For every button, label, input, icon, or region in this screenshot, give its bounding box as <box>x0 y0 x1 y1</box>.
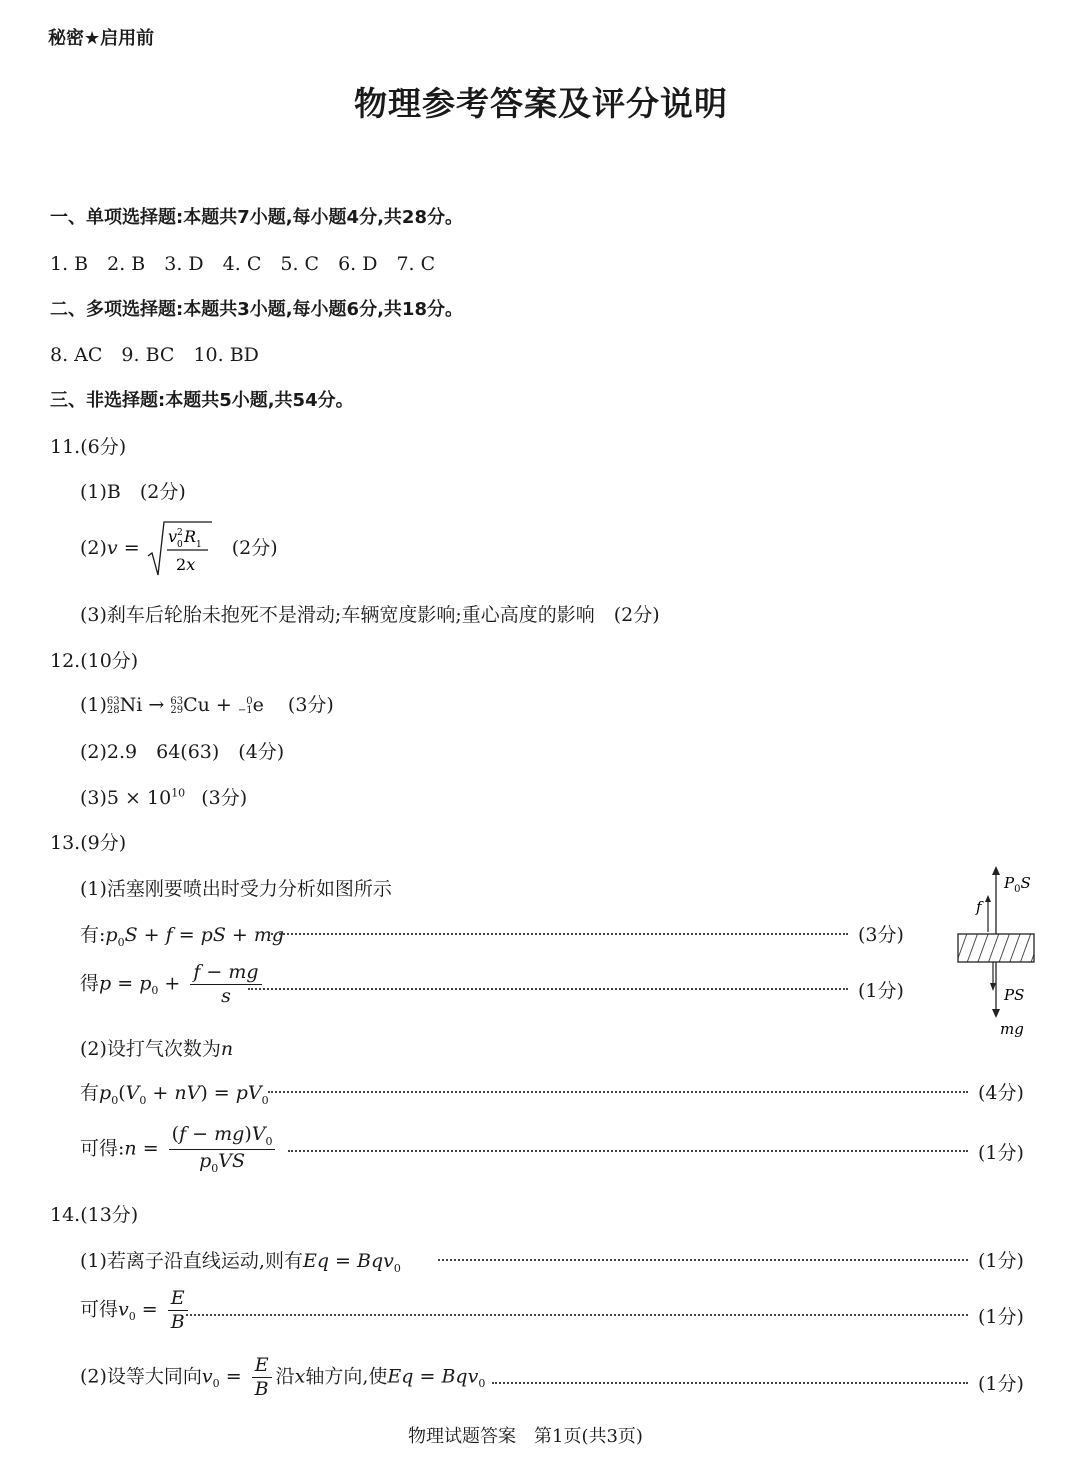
q13-part1: (1)活塞刚要喷出时受力分析如图所示 <box>80 878 392 900</box>
section2-heading: 二、多项选择题:本题共3小题,每小题6分,共18分。 <box>50 299 463 320</box>
q14-label: 14.(13分) <box>50 1204 139 1226</box>
dot-leader <box>438 1259 968 1261</box>
q13-part2: (2)设打气次数为n <box>80 1038 234 1060</box>
q13-eq4-score: (1分) <box>978 1142 1024 1164</box>
q14-eq1: 可得$v_0$ = $\frac{E}{B}$ <box>80 1288 192 1333</box>
q12-label: 12.(10分) <box>50 650 139 672</box>
sqrt-expression <box>146 520 214 578</box>
section1-answers: 1. B 2. B 3. D 4. C 5. C 6. D 7. C <box>50 253 436 275</box>
q14-eq1-score: (1分) <box>978 1306 1024 1328</box>
q11-part2: (2)v = v 0 2 R 1 2x (2分) <box>80 520 278 578</box>
q14-part1: (1)若离子沿直线运动,则有Eq = Bqv$_0$ <box>80 1250 401 1275</box>
q14-part2: (2)设等大同向$v_0$ = $\frac{E}{B}$ 沿x轴方向,使Eq = Bqv$_0$ <box>80 1354 486 1400</box>
svg-text:v: v <box>167 527 177 546</box>
label-mg: mg <box>1000 1020 1024 1038</box>
q13-eq3: 有$p_0(V_0 + nV) = pV_0$ <box>80 1082 269 1107</box>
q14-part2-score: (1分) <box>978 1373 1024 1395</box>
dot-leader <box>248 988 848 990</box>
dot-leader <box>186 1314 968 1316</box>
svg-text:2x: 2x <box>175 555 195 574</box>
q13-eq2-score: (1分) <box>858 980 904 1002</box>
q13-label: 13.(9分) <box>50 832 127 854</box>
dot-leader <box>268 933 848 935</box>
svg-text:0: 0 <box>176 540 183 550</box>
q11-part1: (1)B (2分) <box>80 481 186 503</box>
svg-text:2: 2 <box>176 528 183 538</box>
q14-part1-score: (1分) <box>978 1250 1024 1272</box>
svg-text:1: 1 <box>195 540 202 550</box>
force-diagram <box>950 862 1050 1042</box>
q13-eq4: 可得:n = $\frac{(f - mg)V_0}{p_0VS}$ <box>80 1124 279 1175</box>
q13-eq2: 得$p = p_0$ + $\frac{f - mg}{s}$ <box>80 962 266 1007</box>
svg-text:R: R <box>183 527 196 546</box>
q12-part3: $(3)5 \times 10^{10}$ (3分) <box>80 786 248 809</box>
confidential-label: 秘密★启用前 <box>48 28 155 49</box>
q13-eq3-score: (4分) <box>978 1082 1024 1104</box>
section3-heading: 三、非选择题:本题共5小题,共54分。 <box>50 390 354 411</box>
dot-leader <box>288 1150 968 1152</box>
label-friction: f <box>976 898 982 916</box>
q12-part2: (2)2.9 64(63) (4分) <box>80 741 285 763</box>
dot-leader <box>492 1382 968 1384</box>
section2-answers: 8. AC 9. BC 10. BD <box>50 344 259 366</box>
q13-eq1: 有$:p_0S + f$ = pS + mg <box>80 924 285 949</box>
piston-block <box>958 934 1034 962</box>
dot-leader <box>268 1091 968 1093</box>
q13-eq1-score: (3分) <box>858 924 904 946</box>
q11-label: 11.(6分) <box>50 436 127 458</box>
q12-part1: (1)63 28Ni → 63 29Cu + 0 −1e (3分) <box>80 694 334 716</box>
section1-heading: 一、单项选择题:本题共7小题,每小题4分,共28分。 <box>50 207 463 228</box>
q11-part3: (3)刹车后轮胎未抱死不是滑动;车辆宽度影响;重心高度的影响 (2分) <box>80 604 660 626</box>
label-ps: PS <box>1004 986 1025 1004</box>
page-title: 物理参考答案及评分说明 <box>354 84 728 123</box>
page-footer: 物理试题答案 第1页(共3页) <box>408 1426 643 1447</box>
label-p0s: $P_0S$ <box>1004 874 1031 895</box>
